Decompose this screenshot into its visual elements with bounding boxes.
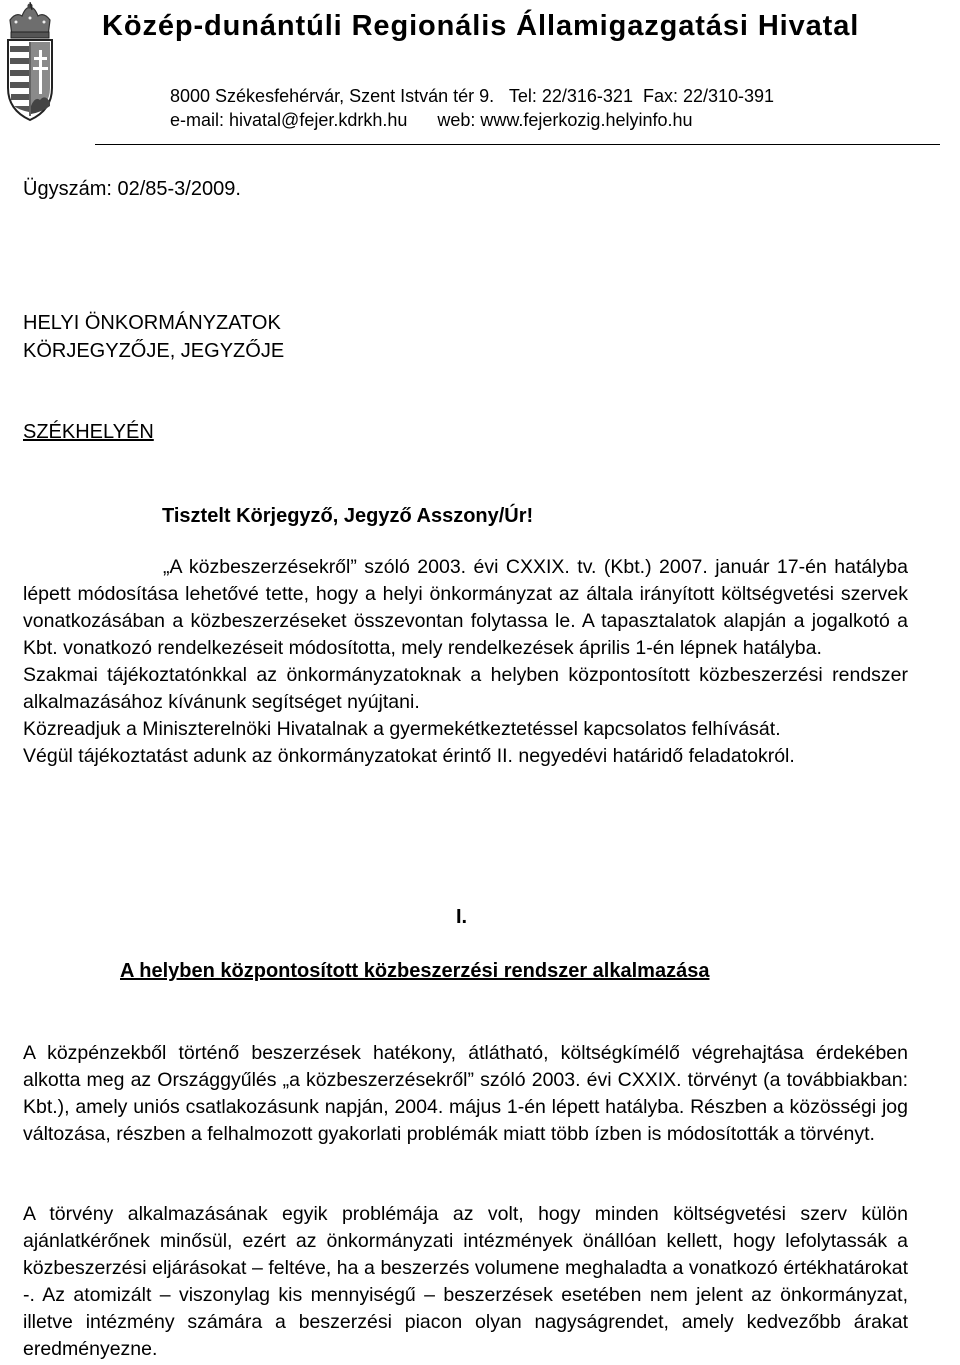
hungarian-coat-of-arms-icon [2,2,58,122]
recipient-line-2: KÖRJEGYZŐJE, JEGYZŐJE [23,340,285,362]
recipient-line-1: HELYI ÖNKORMÁNYZATOK [23,312,281,334]
section-paragraph: A közpénzekből történő beszerzések hatékony, átlátható, költségkímélő végrehajtása érdekében alkotta meg az Országgyűlés „a közbeszerzésekről” szóló 2003. évi CXXIX. törvényt (a továbbiakban: Kbt.), amely uniós csatlakozásunk napján, 2004. május 1-én lépett hatályba. Részben a közösségi jog változása, részben a felhalmozott gyakorlati problémák miatt több ízben is módosították a törvényt. [23,1042,908,1145]
intro-paragraph: Szakmai tájékoztatónkkal az önkormányzatoknak a helyben központosított közbeszerzési rendszer alkalmazásához kívánunk segítséget nyújtani. [23,664,908,713]
section-text [23,1201,908,1363]
intro-paragraph: Végül tájékoztatást adunk az önkormányzatokat érintő II. negyedévi határidő feladatokról. [23,745,795,767]
salutation: Tisztelt Körjegyző, Jegyző Asszony/Úr! [162,505,534,527]
address-line: 8000 Székesfehérvár, Szent István tér 9. Tel: 22/316-321 Fax: 22/310-391 [170,86,775,106]
organization-name: Közép-dunántúli Regionális Államigazgatási Hivatal [102,10,860,42]
section-number: I. [456,906,468,928]
section-title: A helyben központosított közbeszerzési rendszer alkalmazása [120,960,710,982]
intro-text [23,554,908,770]
reference-number: Ügyszám: 02/85-3/2009. [23,178,241,200]
section-text [23,1040,908,1148]
intro-paragraph: „A közbeszerzésekről” szóló 2003. évi CXXIX. tv. (Kbt.) 2007. január 17-én hatályba lépett módosítása lehetővé tette, hogy a helyi önkormányzat az általa irányított költségvetési szervek vonatkozásában a közbeszerzéseket összevontan folytassa le. A tapasztalatok alapján a jogalkotó a Kbt. vonatkozó rendelkezéseit módosította, mely rendelkezések április 1-én lépnek hatályba. [23,556,908,659]
section-paragraph: A törvény alkalmazásának egyik problémája az volt, hogy minden költségvetési szerv külön ajánlatkérőnek minősül, ezért az önkormányzati intézmények önállóan kellett, hogy lefolytassák a közbeszerzési eljárásokat – feltéve, ha a beszerzés volumene meghaladta a vonatkozó értékhatárokat -. Az atomizált – viszonylag kis mennyiségű – beszerzések esetében nem jelent az önkormányzat, illetve intézmény számára a beszerzési piacon olyan nagyságrendet, amely kedvezőbb árakat eredményezne. [23,1203,908,1360]
intro-paragraph: Közreadjuk a Miniszterelnöki Hivatalnak a gyermekétkeztetéssel kapcsolatos felhívását. [23,718,781,740]
header-divider [95,144,940,145]
contact-line: e-mail: hivatal@fejer.kdrkh.hu web: www.fejerkozig.helyinfo.hu [170,110,693,130]
recipient-location: SZÉKHELYÉN [23,421,154,443]
